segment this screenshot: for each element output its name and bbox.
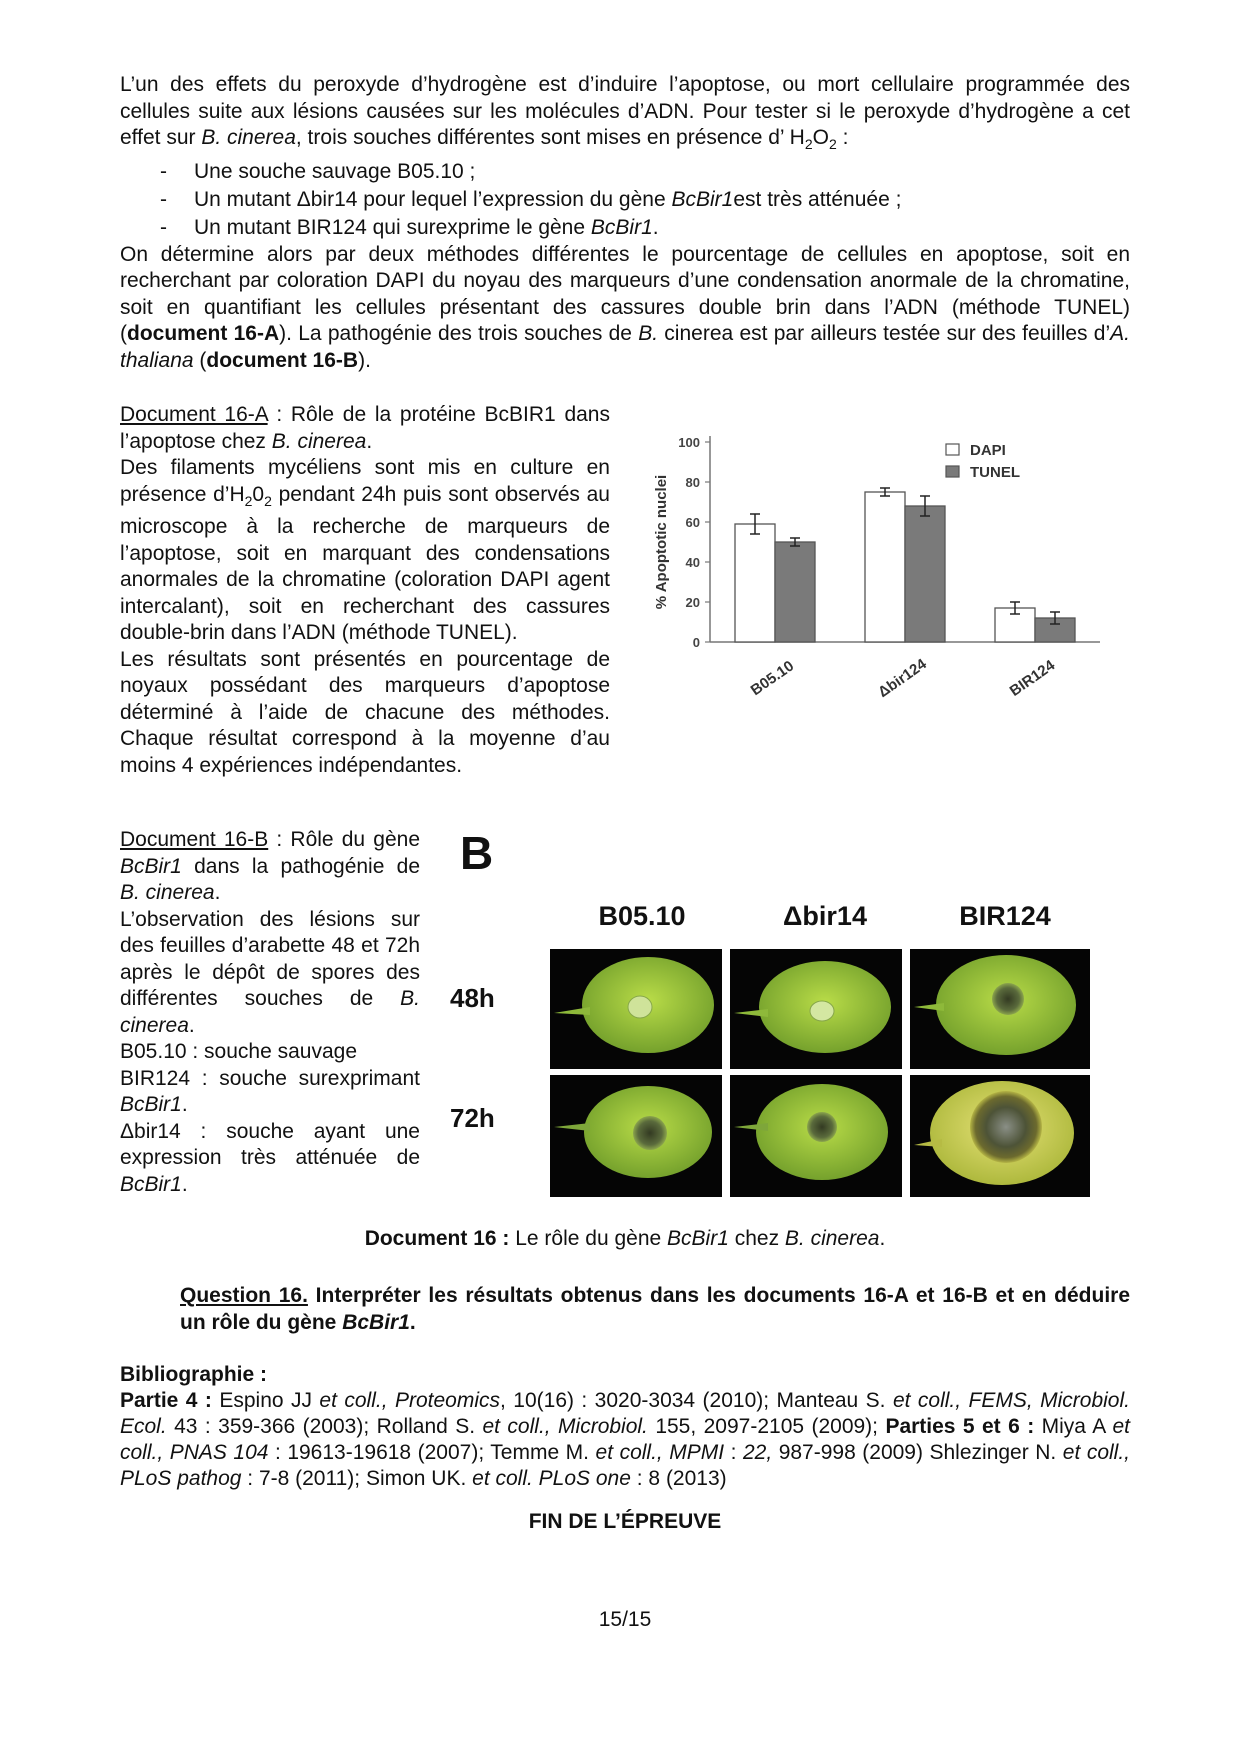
figure-caption xyxy=(120,1227,1130,1251)
text: : Rôle de la protéine BcBIR1 dans l’apoptose chez xyxy=(120,403,610,453)
bibliography-refs xyxy=(120,1388,1130,1492)
text: : 7-8 (2011); Simon UK. xyxy=(241,1467,473,1490)
doc-ref: document 16-B xyxy=(206,348,359,372)
text: . xyxy=(188,1013,195,1037)
text: ). xyxy=(358,348,371,372)
legend-swatch-tunel xyxy=(946,466,959,477)
gene-name: BcBir1 xyxy=(667,1227,729,1250)
text: 155, 2097-2105 (2009); xyxy=(647,1415,886,1438)
plot-area xyxy=(678,435,1100,701)
part-label: Partie 4 : xyxy=(120,1389,212,1412)
x-tick-label: BIR124 xyxy=(1006,656,1059,700)
species-name: B. cinerea xyxy=(120,881,215,904)
text: . xyxy=(409,1311,416,1334)
species-name: B. cinerea xyxy=(120,987,420,1037)
doc-16a-title xyxy=(120,402,610,455)
journal: et coll., Proteomics xyxy=(319,1389,501,1412)
text: L’un des effets du peroxyde d’hydrogène est d’induire l’apoptose, ou mort cellulaire programmée des cellules suite aux lésions causées sur les molécules d’ADN. Pour tester si le peroxyde d’hydrogène a cet effet sur xyxy=(120,73,1130,149)
bar-dapi xyxy=(865,492,905,642)
chart-legend xyxy=(946,442,1020,481)
text: : 19613-19618 (2007); Temme M. xyxy=(268,1441,596,1464)
species-name: B. xyxy=(638,322,659,346)
question-16 xyxy=(180,1282,1130,1336)
gene-name: BcBir1 xyxy=(120,1093,182,1116)
doc-label: Document 16-A xyxy=(120,403,268,426)
text: : xyxy=(836,126,849,149)
journal: et coll., PNAS 104 xyxy=(120,1415,1131,1464)
panel-letter: B xyxy=(460,827,494,879)
strain-def-wild: B05.10 : souche sauvage xyxy=(120,1040,358,1063)
strain-def-bir124 xyxy=(120,1066,420,1119)
text: 987-998 (2009) Shlezinger N. xyxy=(772,1441,1063,1464)
leaf-photo-bir124-48h xyxy=(910,949,1090,1069)
document-16a-text xyxy=(120,402,610,779)
text: Le rôle du gène xyxy=(509,1227,668,1250)
text: dans la pathogénie de xyxy=(181,854,420,878)
gene-name: BcBir1 xyxy=(671,187,734,211)
x-tick-label: Δbir124 xyxy=(875,655,930,702)
list-item: - Un mutant BIR124 qui surexprime le gène BcBir1. xyxy=(160,215,659,239)
document-16b-text xyxy=(120,827,420,1198)
text: Δbir14 : souche ayant une expression très atténuée de xyxy=(120,1119,420,1169)
x-tick-label: B05.10 xyxy=(747,657,798,700)
text: : 8 (2013) xyxy=(630,1467,727,1490)
gene-name: BcBir1 xyxy=(120,854,182,878)
subscript: 2 xyxy=(244,492,253,509)
legend-label-tunel: TUNEL xyxy=(970,464,1020,481)
row-label-72h: 72h xyxy=(450,1103,495,1133)
journal: et coll., FEMS, Microbiol. Ecol. xyxy=(120,1389,1130,1438)
text: Miya A xyxy=(1034,1415,1113,1438)
species-name: B. cinerea xyxy=(784,1227,880,1250)
leaf-photo-grid xyxy=(450,827,1130,1247)
text: : Rôle du gène xyxy=(268,828,420,851)
plant-name: A. thaliana xyxy=(120,322,1130,372)
journal: et coll. PLoS one xyxy=(472,1467,631,1490)
text: Interpréter les résultats obtenus dans les documents 16-A et 16-B et en déduire un rôle du gène xyxy=(180,1284,1131,1334)
list-item: - Un mutant Δbir14 pour lequel l’expression du gène BcBir1est très atténuée ; xyxy=(160,187,902,211)
text: . xyxy=(181,1172,188,1196)
y-tick-label: 100 xyxy=(678,435,700,450)
leaf-photo-b0510-72h xyxy=(550,1075,722,1197)
gene-name: BcBir1 xyxy=(590,215,653,239)
page-number: 15/15 xyxy=(598,1608,652,1631)
text: On détermine alors par deux méthodes différentes le pourcentage de cellules en apoptose, soit en recherchant par coloration DAPI du noyau des marqueurs d’une condensation anormale de la chromatine, soit en quantifiant les cellules présentant des cassures double brin dans l’ADN (méthode TUNEL) ( xyxy=(120,242,1130,346)
volume: 22, xyxy=(742,1441,773,1464)
text: O xyxy=(812,126,829,149)
text: , trois souches différentes sont mises en présence d’ H xyxy=(295,126,805,149)
text: Des filaments mycéliens sont mis en culture en présence d’H xyxy=(120,456,610,506)
y-tick-label: 20 xyxy=(685,595,700,610)
legend-swatch-dapi xyxy=(946,444,959,455)
text: Un mutant BIR124 qui surexprime le gène xyxy=(194,215,591,239)
text: pendant 24h puis sont observés au microscope à la recherche de marqueurs de l’apoptose, soit en marquant des condensations anormales de la chromatine (coloration DAPI agent intercalant), soit en recherchant des cassures double-brin dans l’ADN (méthode TUNEL). xyxy=(120,482,610,645)
text: cinerea est par ailleurs testée sur des feuilles d’ xyxy=(658,322,1111,346)
row-label-48h: 48h xyxy=(450,983,495,1013)
leaf-photo-bir124-72h xyxy=(910,1075,1090,1197)
species-name: B. cinerea xyxy=(271,429,367,453)
leaf-lesion-figure xyxy=(450,827,1130,1247)
text: , 10(16) : 3020-3034 (2010); Manteau S. xyxy=(500,1389,893,1412)
text: Espino JJ xyxy=(211,1389,320,1412)
subscript: 2 xyxy=(264,492,272,509)
bibliography xyxy=(120,1362,1130,1492)
subscript: 2 xyxy=(804,136,813,153)
strain-def-bir14 xyxy=(120,1119,420,1199)
doc-ref: document 16-A xyxy=(127,322,280,346)
text: . xyxy=(214,881,221,904)
bar-tunel xyxy=(775,542,815,642)
list-item: - Une souche sauvage B05.10 ; xyxy=(160,159,476,183)
gene-name: BcBir1 xyxy=(120,1172,182,1196)
y-axis-label: % Apoptotic nuclei xyxy=(653,474,670,610)
column-header-b0510: B05.10 xyxy=(598,901,686,931)
y-tick-label: 80 xyxy=(685,475,700,490)
text: 0 xyxy=(252,482,265,506)
leaf-photo-b0510-48h xyxy=(550,949,722,1069)
text: . xyxy=(181,1093,188,1116)
doc-label: Document 16-B xyxy=(120,828,269,851)
text: est très atténuée ; xyxy=(733,187,902,211)
text: . xyxy=(366,429,373,453)
doc-16a-results: Les résultats sont présentés en pourcentage de noyaux possédant des marqueurs d’apoptose déterminé à l’aide de chacune des méthodes. Chaque résultat correspond à la moyenne d’au moins 4 expériences indépendantes. xyxy=(120,647,610,777)
text: Une souche sauvage B05.10 ; xyxy=(194,159,476,183)
legend-label-dapi: DAPI xyxy=(970,442,1006,459)
strain-list xyxy=(120,158,1130,242)
bar-tunel xyxy=(905,506,945,642)
leaf-photo-dbir14-72h xyxy=(730,1075,902,1197)
bar-dapi xyxy=(735,524,775,642)
doc-16b-title xyxy=(120,827,420,907)
bar-chart xyxy=(630,402,1130,802)
caption-label: Document 16 : xyxy=(364,1227,510,1250)
y-tick-label: 40 xyxy=(685,555,700,570)
text: L’observation des lésions sur des feuilles d’arabette 48 et 72h après le dépôt de spores des différentes souches de xyxy=(120,907,420,1010)
text: ( xyxy=(193,348,207,372)
journal: et coll., Microbiol. xyxy=(482,1415,648,1438)
text: : xyxy=(724,1441,743,1464)
y-tick-label: 60 xyxy=(685,515,700,530)
page-content xyxy=(120,72,1131,1631)
text: BIR124 : souche surexprimant xyxy=(120,1066,420,1090)
column-header-dbir14: Δbir14 xyxy=(783,901,867,931)
text: . xyxy=(879,1227,886,1250)
gene-name: BcBir1 xyxy=(342,1311,410,1334)
text: ). La pathogénie des trois souches de xyxy=(279,322,639,346)
journal: et coll., PLoS pathog xyxy=(120,1441,1130,1490)
methods-paragraph xyxy=(120,242,1130,375)
end-of-exam: FIN DE L’ÉPREUVE xyxy=(528,1510,722,1533)
y-tick-label: 0 xyxy=(692,635,700,650)
doc-16a-body xyxy=(120,455,610,647)
subscript: 2 xyxy=(828,136,837,153)
apoptosis-chart xyxy=(630,402,1130,802)
intro-paragraph xyxy=(120,72,1130,158)
leaf-photo-dbir14-48h xyxy=(730,949,902,1069)
bibliography-title: Bibliographie : xyxy=(120,1363,267,1386)
column-header-bir124: BIR124 xyxy=(959,901,1051,931)
doc-16b-body xyxy=(120,907,420,1040)
question-label: Question 16. xyxy=(180,1284,308,1307)
species-name: B. cinerea xyxy=(201,126,296,149)
text: Un mutant Δbir14 pour lequel l’expression du gène xyxy=(194,187,672,211)
part-label: Parties 5 et 6 : xyxy=(885,1415,1035,1438)
text: . xyxy=(652,215,659,239)
text: chez xyxy=(728,1227,785,1250)
journal: et coll., MPMI xyxy=(595,1441,725,1464)
text: 43 : 359-366 (2003); Rolland S. xyxy=(166,1415,483,1438)
